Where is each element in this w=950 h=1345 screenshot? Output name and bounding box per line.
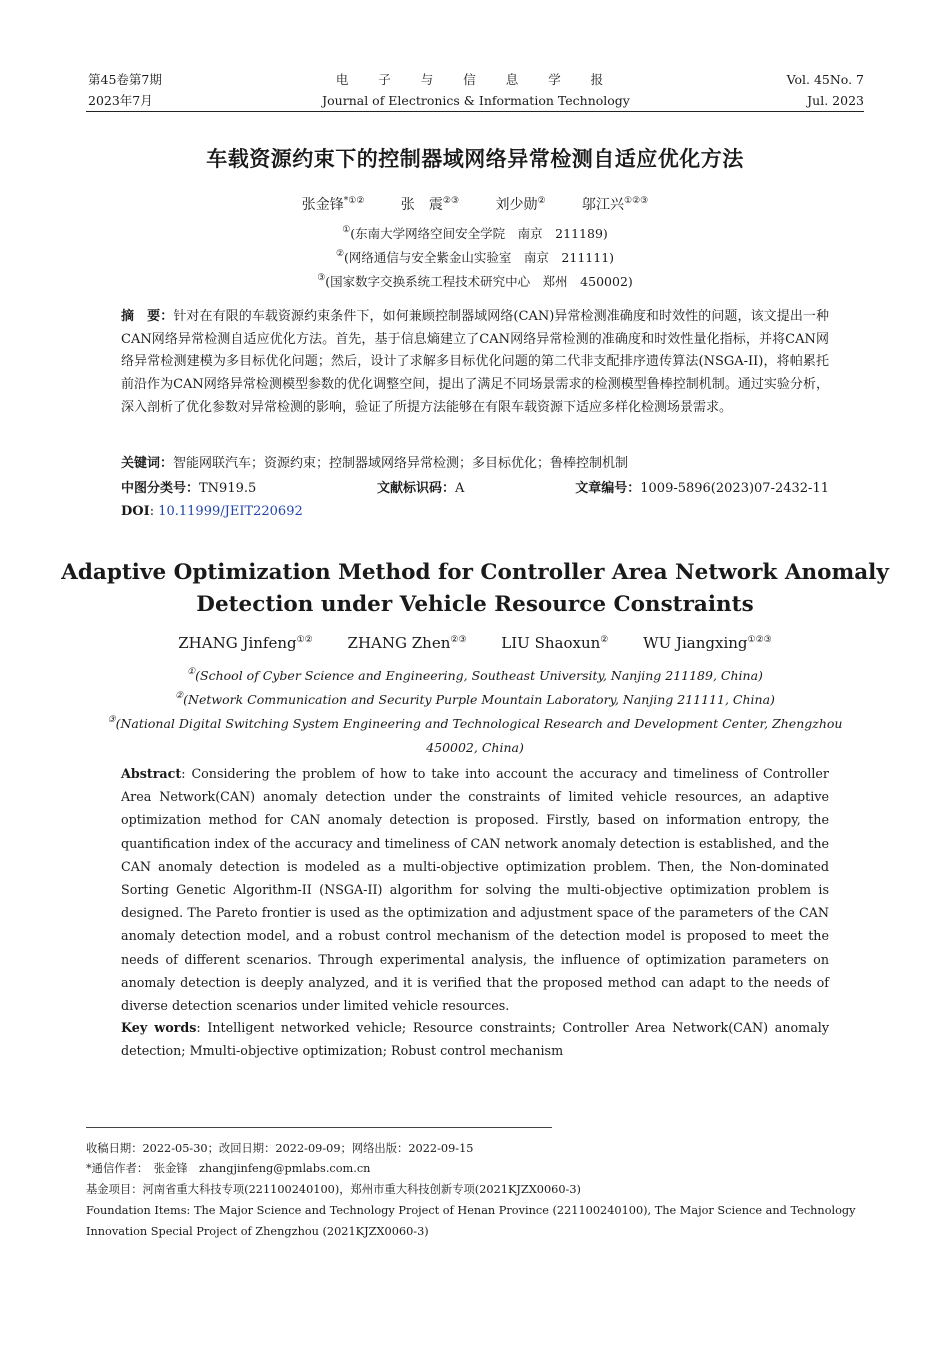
author-en: ZHANG Zhen②③ <box>347 634 467 652</box>
volume-cn: 第45卷第7期 <box>88 72 162 87</box>
affiliation-en-2: ②(Network Communication and Security Purple Mountain Laboratory, Nanjing 211111, China) <box>175 691 775 707</box>
abstract-en <box>121 762 829 1017</box>
footnote-dates: 收稿日期：2022-05-30；改回日期：2022-09-09；网络出版：2022-09-15 <box>86 1142 474 1155</box>
keywords-en-text: : Intelligent networked vehicle; Resource constraints; Controller Area Network(CAN) anomaly detection; Mmulti-objective optimization; Robust control mechanism <box>121 1020 829 1058</box>
keywords-en <box>121 1016 829 1062</box>
journal-name-cn: 电 子 与 信 息 学 报 <box>335 72 617 87</box>
author-cn: 邬江兴①②③ <box>582 196 649 213</box>
clc-number: 中图分类号：TN919.5 <box>121 481 257 496</box>
author-en: WU Jiangxing①②③ <box>643 634 772 652</box>
document-code: 文献标识码：A <box>377 481 465 496</box>
footnote-rule <box>86 1127 552 1128</box>
doi: DOI: 10.11999/JEIT220692 <box>121 504 303 519</box>
author-en: ZHANG Jinfeng①② <box>178 634 313 652</box>
affiliation-cn-3: ③(国家数字交换系统工程技术研究中心 郑州 450002) <box>317 273 633 289</box>
journal-name-en: Journal of Electronics & Information Technology <box>322 93 630 108</box>
affiliation-en-3: ③(National Digital Switching System Engineering and Technological Research and Development Center, Zhengzhou 450002, China) <box>107 715 843 755</box>
author-cn: 张金锋*①② <box>301 196 365 213</box>
keywords-cn-label: 关键词： <box>121 456 174 471</box>
abstract-en-label: Abstract <box>121 766 182 781</box>
doi-link[interactable]: 10.11999/JEIT220692 <box>158 504 303 519</box>
keywords-cn <box>121 454 829 474</box>
keywords-cn-text: 智能网联汽车；资源约束；控制器域网络异常检测；多目标优化；鲁棒控制机制 <box>173 456 629 471</box>
title-cn: 车载资源约束下的控制器域网络异常检测自适应优化方法 <box>206 147 744 171</box>
header-rule <box>86 111 864 112</box>
keywords-en-label: Key words <box>121 1020 197 1035</box>
abstract-cn-label: 摘 要： <box>121 309 174 324</box>
affiliation-en-1: ①(School of Cyber Science and Engineering, Southeast University, Nanjing 211189, China) <box>187 667 763 683</box>
date-en: Jul. 2023 <box>807 93 864 108</box>
footnote-corresponding-author: *通信作者： 张金锋 zhangjinfeng@pmlabs.com.cn <box>86 1162 371 1175</box>
footnote-fund-cn: 基金项目：河南省重大科技专项(221100240100)，郑州市重大科技创新专项(2021KJZX0060-3) <box>86 1183 581 1196</box>
author-cn: 刘少勋② <box>495 196 546 213</box>
abstract-en-text: : Considering the problem of how to take into account the accuracy and timeliness of Controller Area Network(CAN) anomaly detection under the constraints of limited vehicle resources, an adaptive optimization method for CAN anomaly detection is proposed. Firstly, based on information entropy, the quantification index of the accuracy and timeliness of CAN network anomaly detection is established, and the CAN anomaly detection is modeled as a multi-objective optimization problem. Then, the Non-dominated Sorting Genetic Algorithm-II (NSGA-II) algorithm for solving the multi-objective optimization problem is designed. The Pareto frontier is used as the optimization and adjustment space of the parameters of the CAN anomaly detection model, and a robust control mechanism of the detection model is proposed to meet the needs of different scenarios. Through experimental analysis, the influence of optimization parameters on anomaly detection is deeply analyzed, and it is verified that the proposed method can adapt to the needs of diverse detection scenarios under limited vehicle resources. <box>121 766 829 1014</box>
title-en: Adaptive Optimization Method for Controller Area Network Anomaly Detection under Vehicle Resource Constraints <box>61 560 889 617</box>
affiliation-cn-2: ②(网络通信与安全紫金山实验室 南京 211111) <box>335 249 615 265</box>
authors-cn <box>0 194 950 214</box>
doi-label: DOI <box>121 504 150 519</box>
article-number: 文章编号：1009-5896(2023)07-2432-11 <box>575 481 829 496</box>
author-en: LIU Shaoxun② <box>501 634 609 652</box>
date-cn: 2023年7月 <box>88 93 153 108</box>
volume-en: Vol. 45No. 7 <box>786 72 864 87</box>
abstract-cn-text: 针对在有限的车载资源约束条件下，如何兼顾控制器域网络(CAN)异常检测准确度和时效性的问题，该文提出一种CAN网络异常检测自适应优化方法。首先，基于信息熵建立了CAN网络异常检测的准确度和时效性量化指标，并将CAN网络异常检测建模为多目标优化问题；然后，设计了求解多目标优化问题的第二代非支配排序遗传算法(NSGA-II)，将帕累托前沿作为CAN网络异常检测模型参数的优化调整空间，提出了满足不同场景需求的检测模型鲁棒控制机制。通过实验分析，深入剖析了优化参数对异常检测的影响，验证了所提方法能够在有限车载资源下适应多样化检测场景需求。 <box>121 309 829 415</box>
author-cn: 张 震②③ <box>400 196 460 213</box>
affiliation-cn-1: ①(东南大学网络空间安全学院 南京 211189) <box>342 225 608 241</box>
abstract-cn <box>121 306 829 420</box>
footnote-fund-en: Foundation Items: The Major Science and Technology Project of Henan Province (221100240100), The Major Science and Technology Innovation Special Project of Zhengzhou (2021KJZX0060-3) <box>86 1204 856 1238</box>
authors-en <box>0 634 950 652</box>
